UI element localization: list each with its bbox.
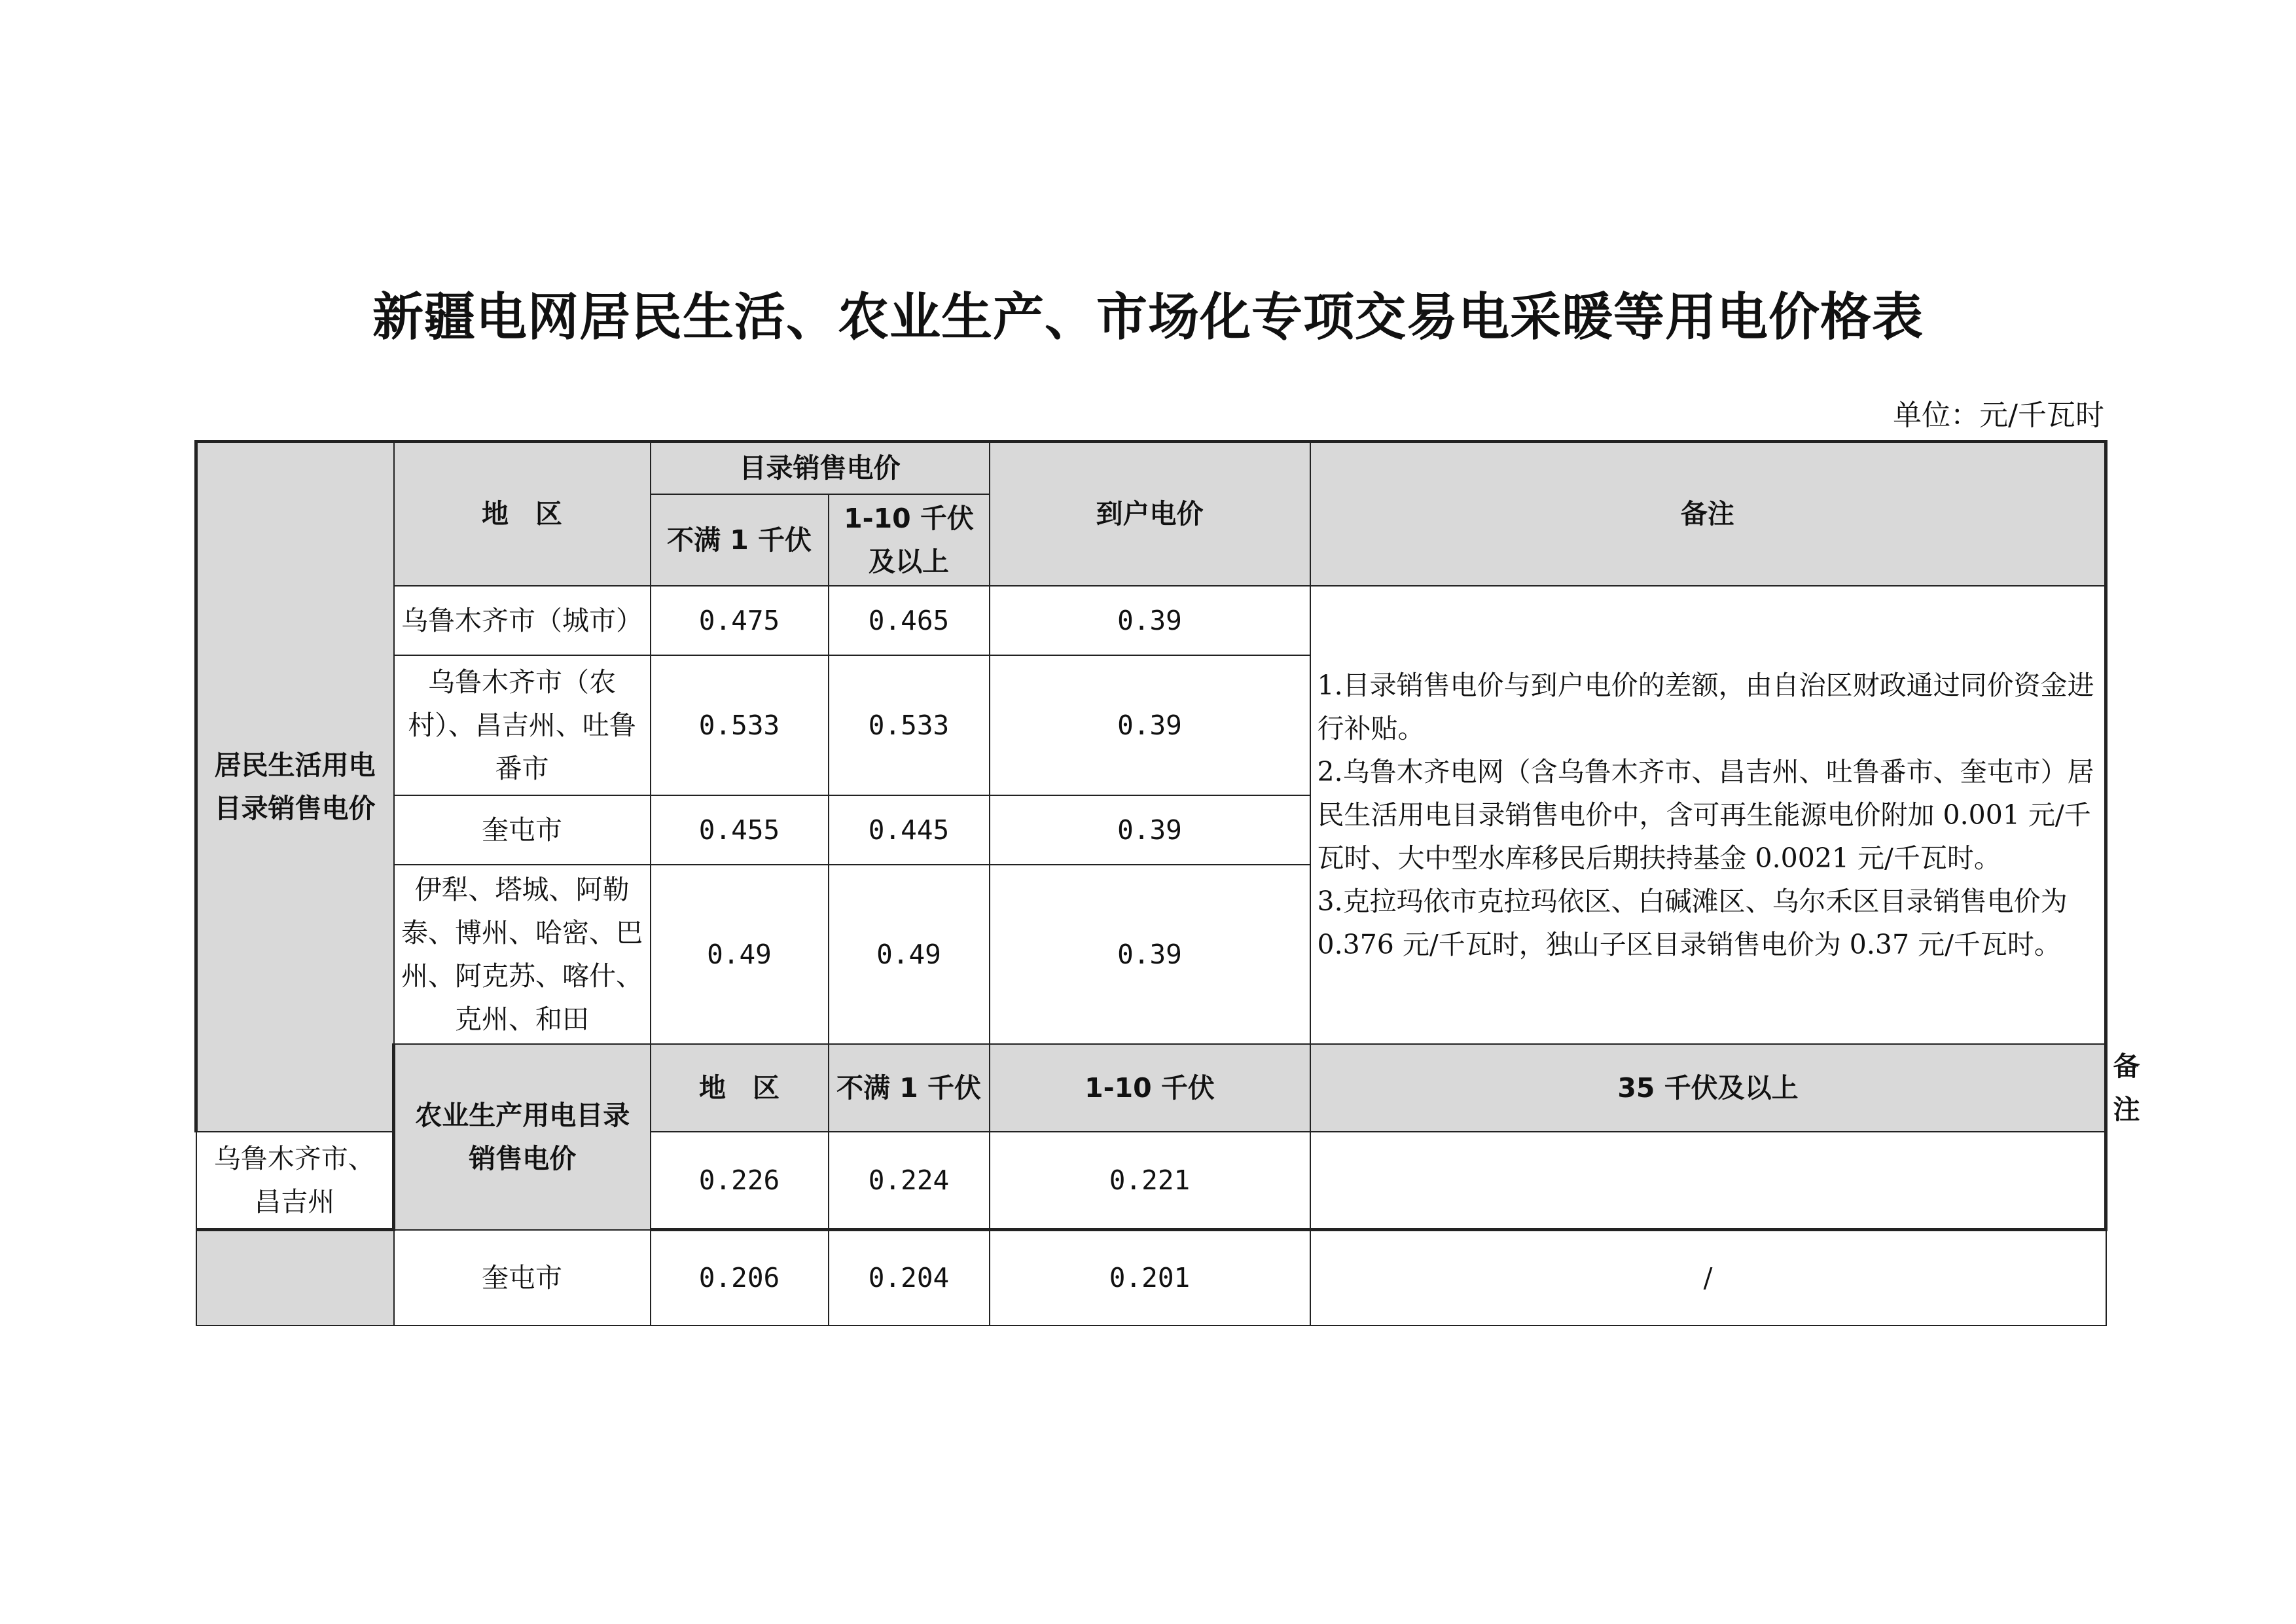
price-1to10kv: 0.49 <box>829 865 990 1044</box>
header-lt1kv: 不满 1 千伏 <box>829 1044 990 1132</box>
price-1to10kv: 0.533 <box>829 655 990 795</box>
price-table: 居民生活用电目录销售电价 地 区 目录销售电价 到户电价 备注 不满 1 千伏 1-10 千伏及以上 乌鲁木齐市（城市） 0.475 0.465 0.39 1.目录销售电价与到户电价的差额，由自治区财政通过同价资金进行补贴。 2.乌鲁木齐电网（含乌鲁木齐市、昌吉州、吐鲁番市、奎屯市）居民生活用电目录销售电价中，含可再生能源电价附加 0.001 元/千瓦时、大中型水库移民后期扶持基金 0.0021 元/千瓦时。 3.克拉玛依市克拉玛依区、白碱滩区、乌尔禾区目录销售电价为 0.376 元/千瓦时，独山子区目录销售电价为 0.37 元/千瓦时。 乌鲁木齐市（农村）、昌吉州、吐鲁番市 0.533 0.533 0.39 奎屯市 0.455 0.445 0.39 伊犁、塔城、阿勒泰、博州、哈密、巴州、阿克苏、喀什、克州、和田 0.49 0.49 0.39 农业生产用电目录销售电价 地 区 不满 1 千伏 1-10 千伏 35 千伏及以上 备注 乌鲁木齐市、昌吉州 0.226 0.224 0.221 奎屯市 0.206 0.204 0.201 / <box>194 440 2108 1326</box>
header-catalog-price: 目录销售电价 <box>651 442 990 494</box>
price-household: 0.39 <box>990 795 1310 865</box>
region-cell: 奎屯市 <box>394 795 651 865</box>
unit-label: 单位：元/千瓦时 <box>1893 399 2104 432</box>
remarks-cell: / <box>1310 1230 2106 1326</box>
table-row <box>196 586 2106 655</box>
region-cell: 伊犁、塔城、阿勒泰、博州、哈密、巴州、阿克苏、喀什、克州、和田 <box>394 865 651 1044</box>
price-lt1kv: 0.49 <box>651 865 829 1044</box>
price-lt1kv: 0.455 <box>651 795 829 865</box>
page-title: 新疆电网居民生活、农业生产、市场化专项交易电采暖等用电价格表 <box>372 288 1924 347</box>
price-1to10kv: 0.465 <box>829 586 990 655</box>
region-cell: 乌鲁木齐市、昌吉州 <box>196 1132 394 1230</box>
price-household: 0.39 <box>990 865 1310 1044</box>
header-region: 地 区 <box>651 1044 829 1132</box>
blank-section-cell <box>196 1230 394 1326</box>
price-1to10kv: 0.445 <box>829 795 990 865</box>
note-1: 1.目录销售电价与到户电价的差额，由自治区财政通过同价资金进行补贴。 <box>1317 669 2094 744</box>
region-cell: 乌鲁木齐市（农村）、昌吉州、吐鲁番市 <box>394 655 651 795</box>
header-household-price: 到户电价 <box>990 442 1310 586</box>
price-lt1kv: 0.533 <box>651 655 829 795</box>
residential-section-label: 居民生活用电目录销售电价 <box>196 442 394 1132</box>
header-1to10kv: 1-10 千伏 <box>990 1044 1310 1132</box>
residential-notes <box>1310 586 2106 1044</box>
region-cell: 乌鲁木齐市（城市） <box>394 586 651 655</box>
price-household: 0.39 <box>990 655 1310 795</box>
price-35kv: 0.221 <box>990 1132 1310 1230</box>
remarks-cell <box>1310 1132 2106 1230</box>
header-region: 地 区 <box>394 442 651 586</box>
header-remarks: 备注 <box>1310 442 2106 586</box>
price-lt1kv: 0.206 <box>651 1230 829 1326</box>
agricultural-section-label: 农业生产用电目录销售电价 <box>394 1044 651 1230</box>
price-35kv: 0.201 <box>990 1230 1310 1326</box>
table-row <box>196 1230 2106 1326</box>
price-lt1kv: 0.226 <box>651 1132 829 1230</box>
price-household: 0.39 <box>990 586 1310 655</box>
note-2: 2.乌鲁木齐电网（含乌鲁木齐市、昌吉州、吐鲁番市、奎屯市）居民生活用电目录销售电价中，含可再生能源电价附加 0.001 元/千瓦时、大中型水库移民后期扶持基金 0.0021 元/千瓦时。 <box>1317 755 2094 874</box>
header-35kv: 35 千伏及以上 <box>1310 1044 2106 1132</box>
price-1to10kv: 0.204 <box>829 1230 990 1326</box>
region-cell: 奎屯市 <box>394 1230 651 1326</box>
header-1to10kv: 1-10 千伏及以上 <box>829 494 990 586</box>
note-3: 3.克拉玛依市克拉玛依区、白碱滩区、乌尔禾区目录销售电价为 0.376 元/千瓦时，独山子区目录销售电价为 0.37 元/千瓦时。 <box>1317 885 2068 960</box>
header-lt1kv: 不满 1 千伏 <box>651 494 829 586</box>
price-1to10kv: 0.224 <box>829 1132 990 1230</box>
price-lt1kv: 0.475 <box>651 586 829 655</box>
